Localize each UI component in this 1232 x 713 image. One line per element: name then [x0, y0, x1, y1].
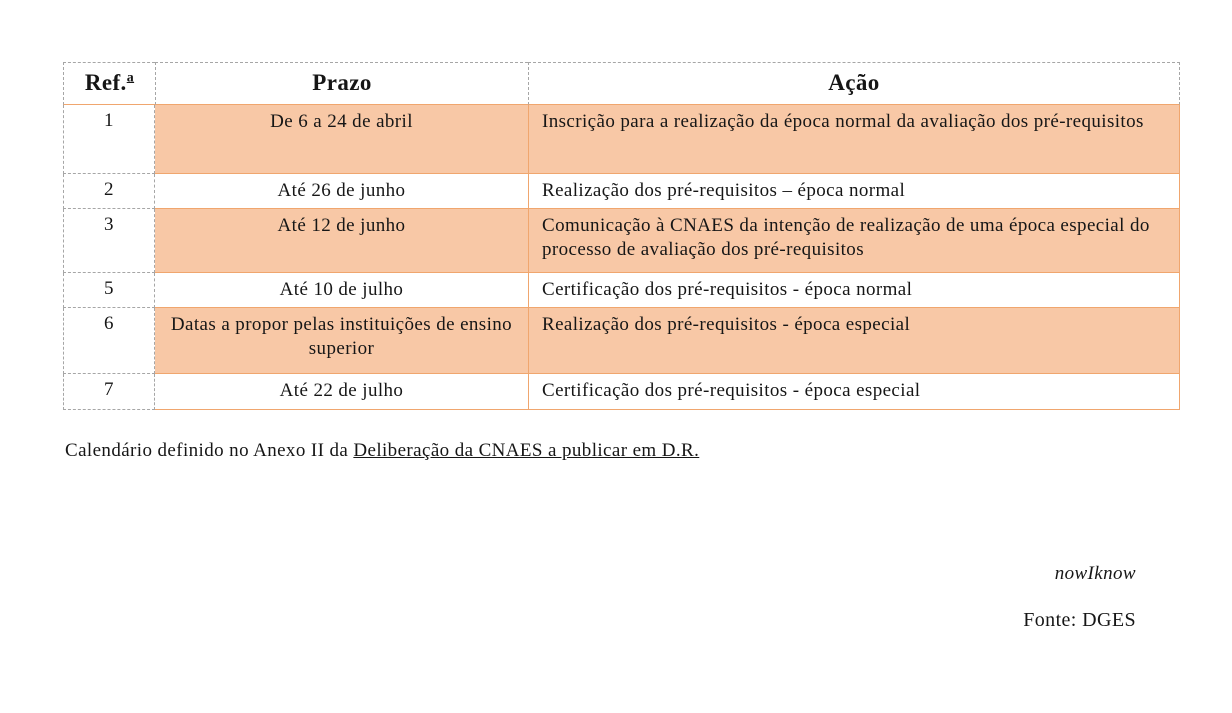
acao-cell: Realização dos pré-requisitos – época normal [528, 174, 1180, 209]
prazo-cell: De 6 a 24 de abril [155, 105, 528, 174]
ref-cell: 5 [63, 273, 155, 308]
table-row [63, 105, 1180, 174]
acao-cell: Inscrição para a realização da época normal da avaliação dos pré-requisitos [528, 105, 1180, 174]
calendar-table [63, 62, 1180, 410]
prazo-cell: Até 22 de julho [155, 374, 528, 410]
table-header-row [63, 62, 1180, 105]
ref-cell: 7 [63, 374, 155, 410]
table-row [63, 374, 1180, 410]
caption-underlined-text: Deliberação da CNAES a publicar em D.R. [353, 440, 700, 461]
table-row [63, 174, 1180, 209]
source-text: Fonte: DGES [1023, 609, 1136, 631]
prazo-cell: Até 26 de junho [155, 174, 528, 209]
ref-cell: 6 [63, 308, 155, 374]
prazo-cell: Até 10 de julho [155, 273, 528, 308]
table-row [63, 308, 1180, 374]
brand-text: nowIknow [1054, 563, 1136, 584]
ref-cell: 1 [63, 105, 155, 174]
table-caption [65, 440, 699, 462]
header-ref [63, 62, 155, 105]
header-ref-label: Ref. [84, 70, 127, 95]
header-ref-ordinal: a [126, 70, 135, 86]
ref-cell: 3 [63, 209, 155, 273]
acao-cell: Comunicação à CNAES da intenção de realização de uma época especial do processo de avaliação dos pré-requisitos [528, 209, 1180, 273]
header-prazo: Prazo [155, 62, 528, 105]
acao-cell: Certificação dos pré-requisitos - época especial [528, 374, 1180, 410]
prazo-cell: Até 12 de junho [155, 209, 528, 273]
table-row [63, 209, 1180, 273]
prazo-cell: Datas a propor pelas instituições de ensino superior [155, 308, 528, 374]
ref-cell: 2 [63, 174, 155, 209]
table-row [63, 273, 1180, 308]
caption-text: Calendário definido no Anexo II da [65, 440, 354, 461]
acao-cell: Realização dos pré-requisitos - época especial [528, 308, 1180, 374]
header-acao: Ação [528, 62, 1180, 105]
acao-cell: Certificação dos pré-requisitos - época normal [528, 273, 1180, 308]
